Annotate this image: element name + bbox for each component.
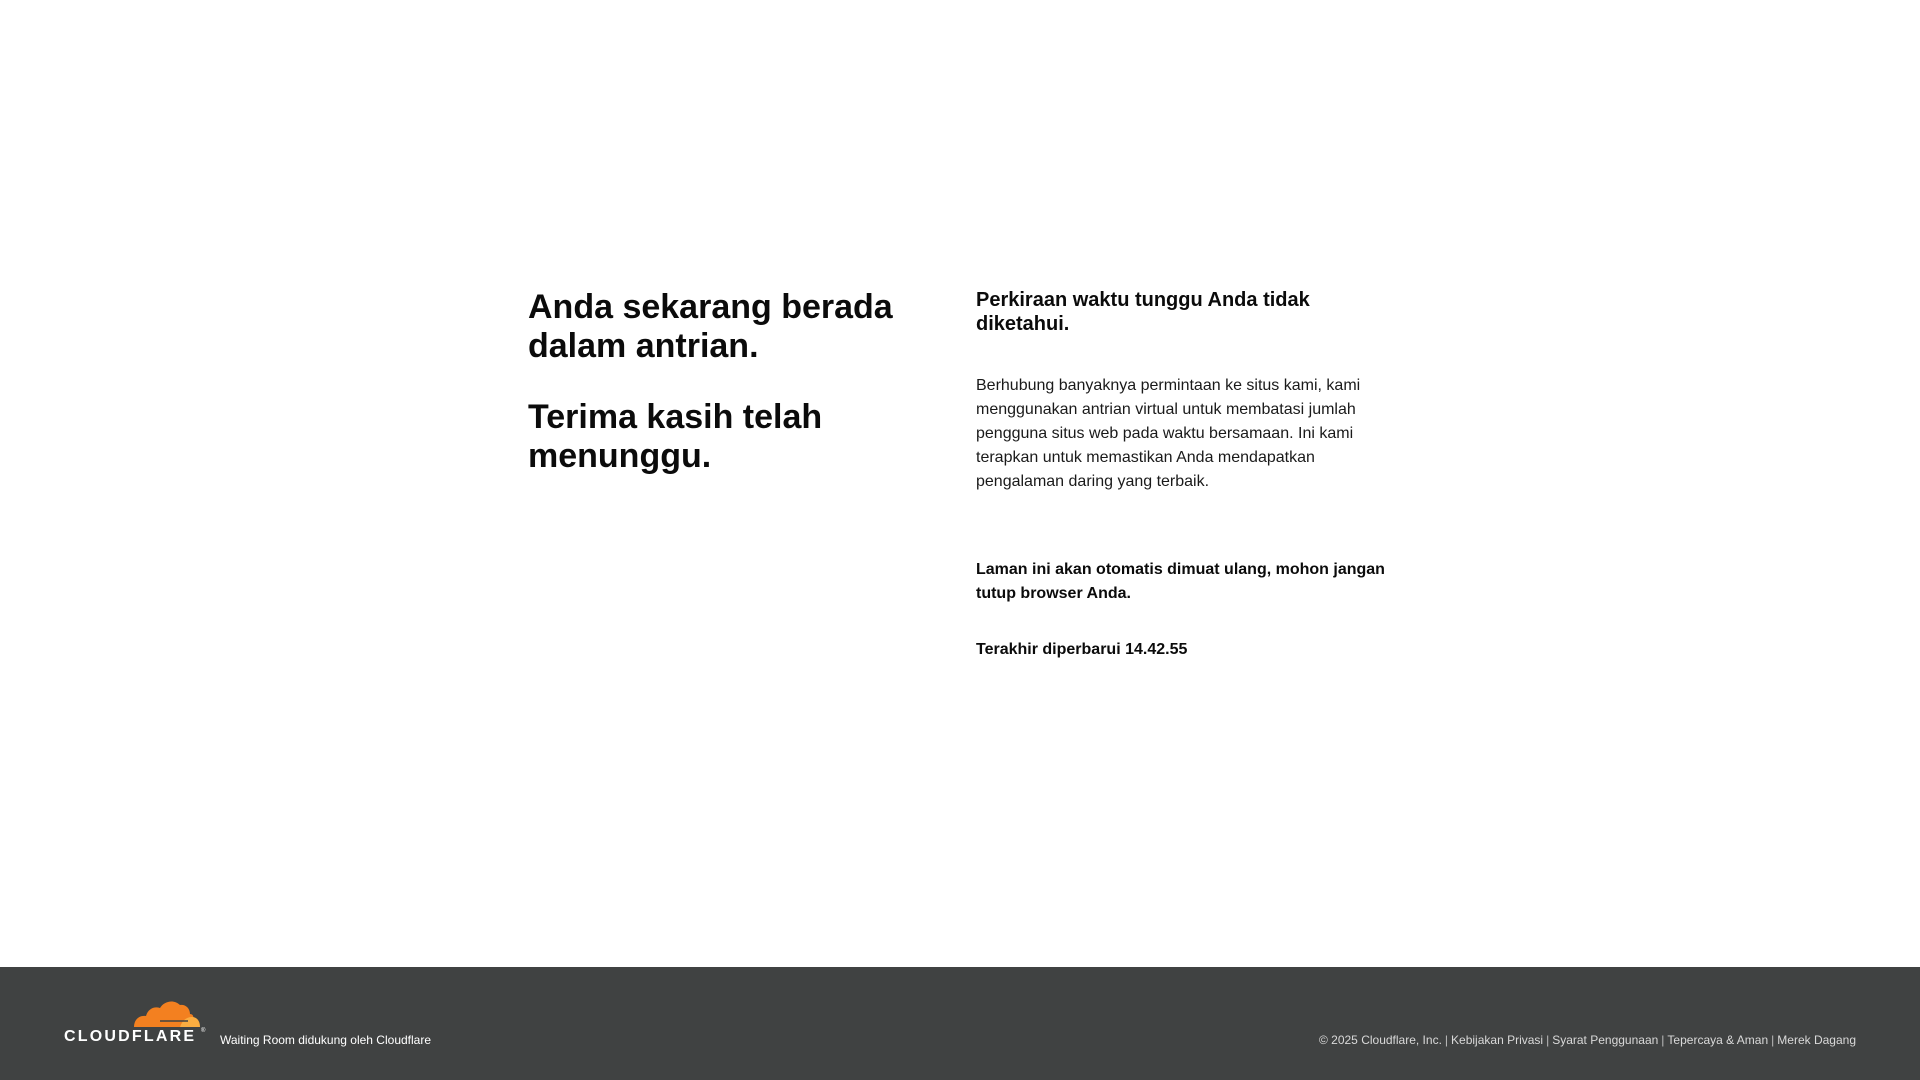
footer-links xyxy=(1319,1033,1856,1047)
separator: | xyxy=(1661,1033,1665,1047)
terms-link[interactable]: Syarat Penggunaan xyxy=(1552,1033,1659,1047)
reload-note: Laman ini akan otomatis dimuat ulang, mohon jangan tutup browser Anda. xyxy=(976,561,1385,602)
trust-safety-link[interactable]: Tepercaya & Aman xyxy=(1667,1033,1769,1047)
last-updated: Terakhir diperbarui 14.42.55 xyxy=(976,641,1188,658)
queue-description: Berhubung banyaknya permintaan ke situs kami, kami menggunakan antrian virtual untuk membatasi jumlah pengguna situs web pada waktu bersamaan. Ini kami terapkan untuk memastikan Anda mendapatkan pengalaman daring yang terbaik. xyxy=(976,377,1361,490)
main-content xyxy=(528,288,1400,688)
separator: | xyxy=(1546,1033,1550,1047)
queue-headline: Anda sekarang berada dalam antrian. xyxy=(528,288,893,365)
wait-time-title: Perkiraan waktu tunggu Anda tidak diketahui. xyxy=(976,289,1310,335)
trademark-link[interactable]: Merek Dagang xyxy=(1777,1033,1856,1047)
powered-by-text: Waiting Room didukung oleh Cloudflare xyxy=(220,1033,432,1047)
thanks-headline: Terima kasih telah menunggu. xyxy=(528,398,823,475)
separator: | xyxy=(1444,1033,1449,1047)
logo-wordmark: CLOUDFLARE xyxy=(64,1028,197,1045)
footer xyxy=(0,967,1920,1080)
cloudflare-logo[interactable] xyxy=(64,997,206,1045)
logo-trademark: ® xyxy=(201,1028,206,1034)
info-column xyxy=(976,288,1400,662)
privacy-link[interactable]: Kebijakan Privasi xyxy=(1451,1033,1544,1047)
copyright: © 2025 Cloudflare, Inc. xyxy=(1318,1033,1442,1047)
separator: | xyxy=(1771,1033,1775,1047)
headline-column xyxy=(528,288,928,476)
cloudflare-cloud-icon xyxy=(130,997,202,1029)
